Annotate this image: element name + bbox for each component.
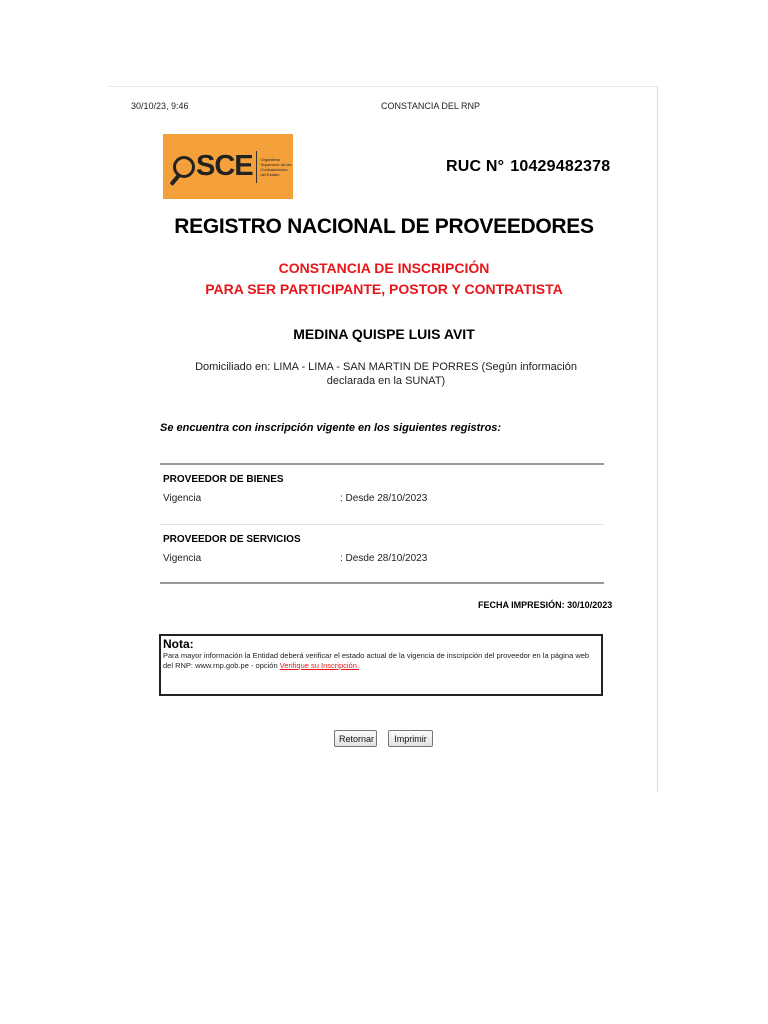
divider-middle: [160, 524, 604, 525]
register-label: Vigencia: [163, 493, 202, 504]
back-button[interactable]: Retornar: [334, 730, 377, 747]
ruc-value: 10429482378: [510, 158, 611, 175]
register-label: Vigencia: [163, 553, 202, 564]
verify-inscription-link[interactable]: Verifique su Inscripción.: [279, 661, 359, 670]
registers-intro: Se encuentra con inscripción vigente en los siguientes registros:: [160, 422, 502, 434]
divider-bottom: [160, 582, 604, 584]
divider-top: [160, 463, 604, 465]
subtitle-constancia: CONSTANCIA DE INSCRIPCIÓN: [278, 260, 490, 276]
page-edge-right: [657, 86, 658, 792]
osce-logo-mark: [173, 152, 253, 181]
magnifier-icon: [173, 156, 195, 178]
domicile-text: Domiciliado en: LIMA - LIMA - SAN MARTIN DE PORRES (Según información declarada en la SUNAT): [195, 361, 577, 387]
print-header-date: 30/10/23, 9:46: [131, 101, 189, 111]
osce-logo-letters: SCE: [196, 150, 253, 182]
register-title: PROVEEDOR DE SERVICIOS: [163, 534, 301, 545]
print-header-title: CONSTANCIA DEL RNP: [381, 101, 481, 111]
print-date: FECHA IMPRESIÓN: 30/10/2023: [478, 600, 613, 610]
ruc-label: RUC N°: [446, 158, 505, 175]
note-body: Para mayor información la Entidad deberá verificar el estado actual de la vigencia de inscripción del proveedor en la página web del RNP: www.rnp.gob.pe - opción: [163, 651, 590, 670]
register-value: : Desde 28/10/2023: [340, 493, 428, 504]
provider-name: MEDINA QUISPE LUIS AVIT: [293, 326, 475, 342]
register-title: PROVEEDOR DE BIENES: [163, 474, 284, 485]
osce-logo: [163, 134, 293, 199]
ruc-number: [446, 158, 610, 176]
print-button[interactable]: Imprimir: [388, 730, 433, 747]
note-title: Nota:: [163, 637, 194, 651]
subtitle-participante: PARA SER PARTICIPANTE, POSTOR Y CONTRATISTA: [205, 281, 563, 297]
note-text: [163, 651, 599, 671]
register-value: : Desde 28/10/2023: [340, 553, 428, 564]
page-edge-top: [108, 86, 658, 87]
osce-logo-caption: Organismo Supervisor de las Contrataciones del Estado: [260, 156, 292, 177]
logo-separator: [256, 151, 257, 183]
note-box: [159, 634, 603, 696]
page-title: REGISTRO NACIONAL DE PROVEEDORES: [174, 215, 594, 238]
